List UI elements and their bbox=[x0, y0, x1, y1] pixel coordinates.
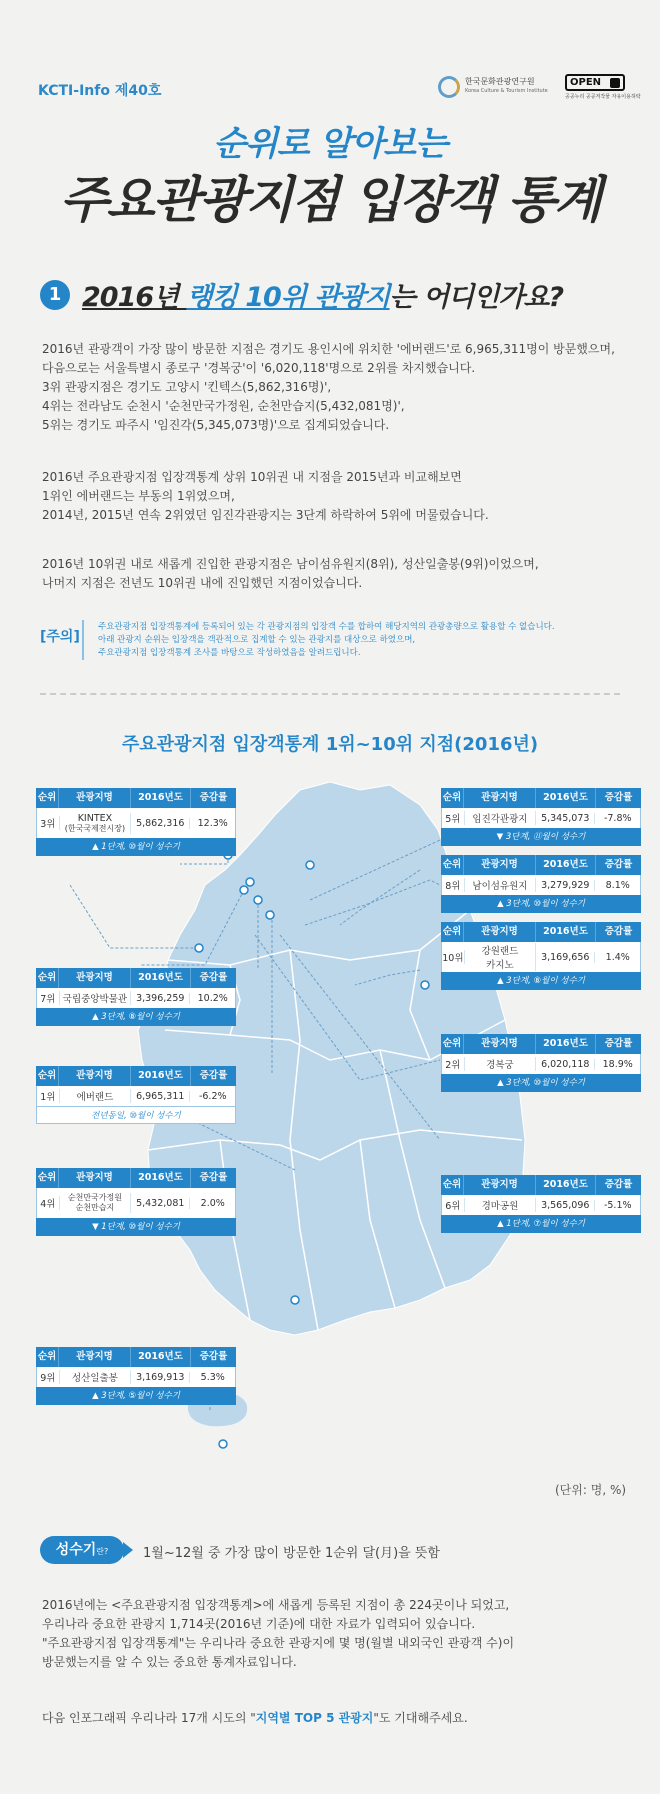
header-rate: 증감률 bbox=[199, 972, 228, 983]
rate-cell: 5.3% bbox=[200, 1371, 225, 1383]
header-rate: 증감률 bbox=[199, 1070, 228, 1081]
rank-footer: ▲ 3단계, ⑧월이 성수기 bbox=[36, 1008, 236, 1026]
paragraph-2 bbox=[42, 468, 622, 525]
rank-row bbox=[441, 808, 641, 828]
note-tag: [주의] bbox=[40, 629, 80, 645]
header-rank: 순위 bbox=[36, 1168, 59, 1188]
text-line: 5위는 경기도 파주시 '임진각(5,345,073명)'으로 집계되었습니다. bbox=[42, 418, 390, 432]
rank-cell: 3위 bbox=[37, 816, 60, 830]
section-divider bbox=[40, 693, 620, 695]
rank-footer: ▲ 3단계, ⑧월이 성수기 bbox=[441, 972, 641, 990]
teaser-post: "도 기대해주세요. bbox=[373, 1711, 468, 1725]
text-line: 우리나라 중요한 관광지 1,714곳(2016년 기준)에 대한 자료가 입력되어 있습니다. bbox=[42, 1617, 476, 1631]
rank-cell: 4위 bbox=[37, 1196, 60, 1210]
name-cell bbox=[465, 943, 536, 971]
closing-paragraph bbox=[42, 1596, 622, 1672]
section-title-post: 는 어디인가요? bbox=[389, 282, 564, 313]
rank-table-7 bbox=[36, 968, 236, 1026]
rank-row bbox=[441, 942, 641, 972]
section-number: 1 bbox=[40, 280, 70, 310]
text-line: 4위는 전라남도 순천시 '순천만국가정원, 순천만습지(5,432,081명)', bbox=[42, 399, 405, 413]
value-cell: 3,279,929 bbox=[536, 880, 595, 891]
rank-cell: 10위 bbox=[442, 950, 465, 964]
name-cell: 성산일출봉 bbox=[60, 1370, 131, 1384]
rank-footer: ▲ 3단계, ⑩월이 성수기 bbox=[441, 895, 641, 913]
issue-number: KCTI-Info 제40호 bbox=[38, 83, 162, 99]
rank-table-8 bbox=[441, 855, 641, 913]
value-cell: 6,965,311 bbox=[131, 1091, 190, 1102]
peak-season-tag bbox=[40, 1536, 124, 1564]
value-cell: 5,432,081 bbox=[131, 1198, 190, 1209]
rate-cell: 18.9% bbox=[602, 1058, 633, 1070]
rank-table-header bbox=[36, 1168, 236, 1188]
header-year: 2016년도 bbox=[536, 1034, 596, 1054]
header-rank: 순위 bbox=[441, 788, 464, 808]
paragraph-3 bbox=[42, 555, 622, 593]
rank-table-header bbox=[441, 1175, 641, 1195]
text-line: 3위 관광지점은 경기도 고양시 '킨텍스(5,862,316명)', bbox=[42, 380, 332, 394]
header-year: 2016년도 bbox=[131, 1347, 191, 1367]
name-sub: (한국국제전시장) bbox=[64, 823, 126, 833]
rank-table-header bbox=[36, 968, 236, 988]
kcti-logo-sub: Korea Culture & Tourism Institute bbox=[465, 88, 548, 94]
header-name: 관광지명 bbox=[59, 788, 131, 808]
value-cell: 3,169,656 bbox=[536, 952, 595, 963]
header-name: 관광지명 bbox=[464, 1175, 536, 1195]
open-license-mark: OPEN bbox=[565, 74, 625, 91]
value-cell: 3,169,913 bbox=[131, 1372, 190, 1383]
rate-cell: 2.0% bbox=[200, 1197, 225, 1209]
header-rank: 순위 bbox=[441, 855, 464, 875]
rate-cell: 12.3% bbox=[197, 817, 228, 829]
header-rank: 순위 bbox=[36, 1347, 59, 1367]
rank-table-header bbox=[441, 1034, 641, 1054]
header-rank: 순위 bbox=[441, 1034, 464, 1054]
header-name: 관광지명 bbox=[59, 968, 131, 988]
text-line: 2016년 주요관광지점 입장객통계 상위 10위권 내 지점을 2015년과 비교해보면 bbox=[42, 470, 462, 484]
text-line: 다음으로는 서울특별시 종로구 '경복궁'이 '6,020,118'명으로 2위를 차지했습니다. bbox=[42, 361, 476, 375]
text-line: 1위인 에버랜드는 부동의 1위였으며, bbox=[42, 489, 235, 503]
header-rank: 순위 bbox=[36, 788, 59, 808]
rank-footer: ▲ 3단계, ⑤월이 성수기 bbox=[36, 1387, 236, 1405]
text-line: 2016년 관광객이 가장 많이 방문한 지점은 경기도 용인시에 위치한 '에버랜드'로 6,965,311명이 방문했으며, bbox=[42, 342, 615, 356]
section-title-pre: 2016년 bbox=[82, 282, 187, 313]
rank-table-9 bbox=[36, 1347, 236, 1405]
header-rate: 증감률 bbox=[199, 1351, 228, 1362]
unit-note: (단위: 명, %) bbox=[555, 1483, 627, 1497]
header-year: 2016년도 bbox=[131, 1066, 191, 1086]
text-line: 2014년, 2015년 연속 2위였던 임진각관광지는 3단계 하락하여 5위에 머물렀습니다. bbox=[42, 508, 489, 522]
name-sub: 카지노 bbox=[486, 960, 514, 971]
note-line: 주요관광지점 입장객통계에 등록되어 있는 각 관광지점의 입장객 수를 합하여 해당지역의 관광총량으로 활용할 수 없습니다. bbox=[98, 622, 555, 632]
rank-cell: 2위 bbox=[442, 1057, 465, 1071]
rate-cell: -5.1% bbox=[603, 1199, 632, 1211]
header-year: 2016년도 bbox=[536, 922, 596, 942]
point-nami-island bbox=[306, 861, 314, 869]
rank-table-header bbox=[441, 788, 641, 808]
header-rank: 순위 bbox=[441, 1175, 464, 1195]
point-seongsan bbox=[219, 1440, 227, 1448]
rank-table-4 bbox=[36, 1168, 236, 1236]
name-sub: 순천만습지 bbox=[75, 1203, 115, 1212]
value-cell: 5,345,073 bbox=[536, 813, 595, 824]
value-cell: 6,020,118 bbox=[536, 1059, 595, 1070]
header-name: 관광지명 bbox=[464, 788, 536, 808]
header-name: 관광지명 bbox=[59, 1168, 131, 1188]
rate-cell: 8.1% bbox=[605, 879, 630, 891]
header-year: 2016년도 bbox=[131, 1168, 191, 1188]
kcti-logo-mark-icon bbox=[438, 76, 460, 98]
title-line-1: 순위로 알아보는 bbox=[213, 124, 447, 164]
rank-footer: ▲ 1단계, ⑩월이 성수기 bbox=[36, 838, 236, 856]
peak-season-tag-suffix: 란? bbox=[96, 1547, 109, 1556]
rank-row bbox=[441, 1195, 641, 1215]
paragraph-1 bbox=[42, 340, 622, 435]
rank-cell: 8위 bbox=[442, 878, 465, 892]
rate-cell: -6.2% bbox=[198, 1090, 227, 1102]
name-cell: 국립중앙박물관 bbox=[60, 991, 131, 1005]
header-rate: 증감률 bbox=[604, 859, 633, 870]
header-rate: 증감률 bbox=[199, 1172, 228, 1183]
point-racecourse bbox=[266, 911, 274, 919]
point-everland bbox=[254, 896, 262, 904]
rank-footer: ▲ 3단계, ⑩월이 성수기 bbox=[441, 1074, 641, 1092]
value-cell: 3,396,259 bbox=[131, 993, 190, 1004]
rank-cell: 5위 bbox=[442, 811, 465, 825]
value-cell: 3,565,096 bbox=[536, 1200, 595, 1211]
kcti-logo bbox=[438, 74, 558, 100]
rank-cell: 7위 bbox=[37, 991, 60, 1005]
point-suncheon bbox=[291, 1296, 299, 1304]
note-divider bbox=[82, 620, 84, 660]
header-year: 2016년도 bbox=[536, 788, 596, 808]
rank-table-5 bbox=[441, 788, 641, 846]
header-rank: 순위 bbox=[441, 922, 464, 942]
arrow-right-icon bbox=[123, 1542, 133, 1558]
peak-season-definition: 1월~12월 중 가장 많이 방문한 1순위 달(月)을 뜻함 bbox=[143, 1546, 440, 1561]
rank-row bbox=[441, 875, 641, 895]
rank-table-header bbox=[36, 788, 236, 808]
header-rate: 증감률 bbox=[604, 792, 633, 803]
name-main: 순천만국가정원 bbox=[67, 1193, 122, 1202]
point-kangwonland bbox=[421, 981, 429, 989]
header-rate: 증감률 bbox=[604, 926, 633, 937]
text-line: 2016년에는 <주요관광지점 입장객통계>에 새롭게 등록된 지점이 총 224곳이나 되었고, bbox=[42, 1598, 510, 1612]
next-issue-teaser bbox=[42, 1709, 622, 1728]
point-national-museum bbox=[240, 886, 248, 894]
header-name: 관광지명 bbox=[464, 1034, 536, 1054]
text-line: 2016년 10위권 내로 새롭게 진입한 관광지점은 남이섬유원지(8위), 성산일출봉(9위)이었으며, bbox=[42, 557, 539, 571]
header-rate: 증감률 bbox=[199, 792, 228, 803]
rank-table-header bbox=[441, 855, 641, 875]
rate-cell: 10.2% bbox=[197, 992, 228, 1004]
rank-footer: 전년동일, ⑩월이 성수기 bbox=[36, 1106, 236, 1124]
rank-row bbox=[441, 1054, 641, 1074]
name-main: 강원랜드 bbox=[481, 946, 519, 957]
header-rank: 순위 bbox=[36, 1066, 59, 1086]
rank-cell: 9위 bbox=[37, 1370, 60, 1384]
rank-row bbox=[36, 988, 236, 1008]
header-name: 관광지명 bbox=[59, 1347, 131, 1367]
header-rate: 증감률 bbox=[604, 1179, 633, 1190]
rank-table-6 bbox=[441, 1175, 641, 1233]
peak-season-tag-label: 성수기 bbox=[55, 1542, 97, 1558]
kcti-logo-name: 한국문화관광연구원 bbox=[465, 77, 535, 86]
header-year: 2016년도 bbox=[131, 788, 191, 808]
rate-cell: -7.8% bbox=[603, 812, 632, 824]
name-cell: 에버랜드 bbox=[60, 1089, 131, 1103]
teaser-pre: 다음 인포그래픽 우리나라 17개 시도의 " bbox=[42, 1711, 256, 1725]
rank-row bbox=[36, 808, 236, 838]
rank-footer: ▲ 1단계, ⑦월이 성수기 bbox=[441, 1215, 641, 1233]
rank-table-2 bbox=[441, 1034, 641, 1092]
point-kintex bbox=[195, 944, 203, 952]
header-name: 관광지명 bbox=[59, 1066, 131, 1086]
name-cell: 남이섬유원지 bbox=[465, 878, 536, 892]
header-year: 2016년도 bbox=[131, 968, 191, 988]
teaser-highlight: 지역별 TOP 5 관광지 bbox=[255, 1711, 374, 1725]
text-line: "주요관광지점 입장객통계"는 우리나라 중요한 관광지에 몇 명(월별 내외국인 관광객 수)이 bbox=[42, 1636, 515, 1650]
section-title bbox=[82, 275, 563, 314]
text-line: 방문했는지를 알 수 있는 중요한 통계자료입니다. bbox=[42, 1655, 297, 1669]
rank-cell: 1위 bbox=[37, 1089, 60, 1103]
header-name: 관광지명 bbox=[464, 855, 536, 875]
open-license-sub: 공공누리 공공저작물 자유이용허락 bbox=[565, 94, 641, 100]
section-title-highlight: 랭킹 10위 관광지 bbox=[186, 282, 390, 313]
rank-cell: 6위 bbox=[442, 1198, 465, 1212]
open-license-logo bbox=[565, 74, 641, 100]
header-rate: 증감률 bbox=[604, 1038, 633, 1049]
point-gyeongbokgung bbox=[246, 878, 254, 886]
name-cell: 경복궁 bbox=[465, 1057, 536, 1071]
name-cell bbox=[60, 1193, 131, 1213]
text-line: 나머지 지점은 전년도 10위권 내에 진입했던 지점이었습니다. bbox=[42, 576, 363, 590]
rank-table-header bbox=[36, 1347, 236, 1367]
rank-footer: ▼ 3단계, ⑪월이 성수기 bbox=[441, 828, 641, 846]
rank-table-10 bbox=[441, 922, 641, 990]
name-cell: 임진각관광지 bbox=[465, 811, 536, 825]
note-line: 아래 관광지 순위는 입장객을 객관적으로 집계할 수 있는 관광지를 대상으로 하였으며, bbox=[98, 635, 416, 645]
map-title: 주요관광지점 입장객통계 1위~10위 지점(2016년) bbox=[121, 734, 539, 755]
title-line-2: 주요관광지점 입장객 통계 bbox=[59, 171, 601, 229]
header-year: 2016년도 bbox=[536, 855, 596, 875]
header-rank: 순위 bbox=[36, 968, 59, 988]
name-cell: 경마공원 bbox=[465, 1198, 536, 1212]
rank-footer: ▼ 1단계, ⑩월이 성수기 bbox=[36, 1218, 236, 1236]
rank-row bbox=[36, 1086, 236, 1106]
rank-table-1 bbox=[36, 1066, 236, 1124]
rank-row bbox=[36, 1188, 236, 1218]
text-line bbox=[42, 1709, 622, 1728]
value-cell: 5,862,316 bbox=[131, 818, 190, 829]
note-line: 주요관광지점 입장객통계 조사를 바탕으로 작성하였음을 알려드립니다. bbox=[98, 648, 361, 658]
rank-table-header bbox=[441, 922, 641, 942]
rank-table-header bbox=[36, 1066, 236, 1086]
name-cell bbox=[60, 813, 131, 834]
rank-row bbox=[36, 1367, 236, 1387]
header-year: 2016년도 bbox=[536, 1175, 596, 1195]
header-name: 관광지명 bbox=[464, 922, 536, 942]
rank-table-3 bbox=[36, 788, 236, 856]
note-text bbox=[98, 621, 555, 660]
rate-cell: 1.4% bbox=[605, 951, 630, 963]
name-main: KINTEX bbox=[77, 812, 113, 824]
